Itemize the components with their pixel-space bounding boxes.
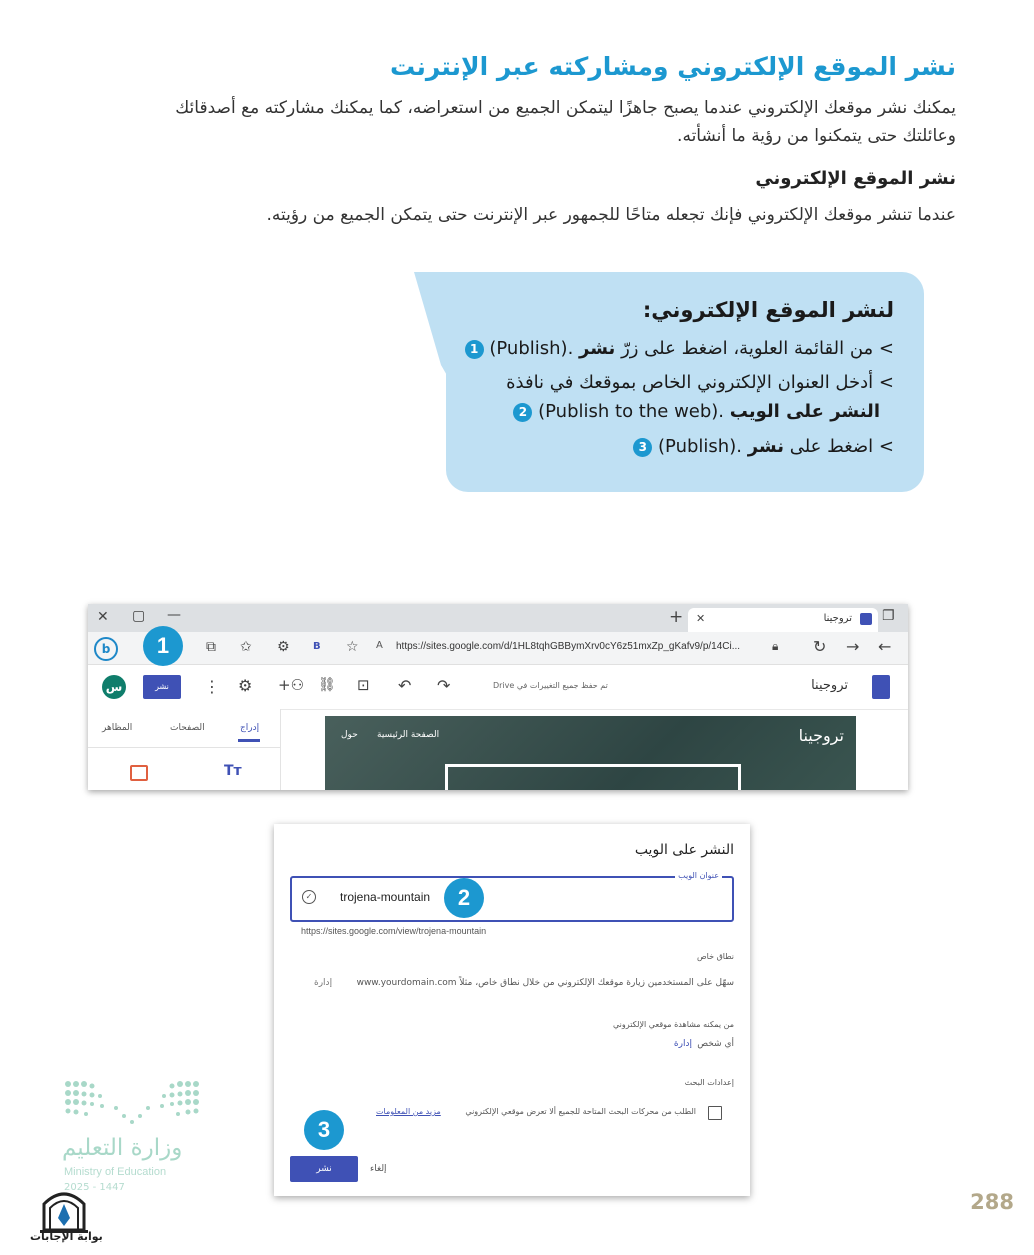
ministry-logo-dots — [62, 1078, 202, 1126]
tab-insert[interactable]: إدراج — [240, 723, 260, 733]
publish-to-web-dialog — [274, 824, 750, 1196]
custom-domain-text: سهّل على المستخدمين زيارة موقعك الإلكتروني من خلال نطاق خاص، مثلاً www.yourdomain.com — [356, 978, 734, 988]
portal-name: بوابة الإجابات — [30, 1230, 103, 1243]
section-heading: نشر الموقع الإلكتروني — [755, 168, 956, 189]
active-tab[interactable] — [688, 608, 878, 632]
learn-more-link[interactable]: مزيد من المعلومات — [376, 1107, 441, 1116]
search-settings-label: إعدادات البحث — [684, 1078, 734, 1087]
preview-icon[interactable]: ⊡ — [357, 676, 370, 694]
who-can-view-value: أي شخص — [697, 1039, 734, 1049]
step-2-bold: النشر على الويب — [729, 401, 880, 422]
check-circle-icon: ✓ — [302, 890, 316, 904]
collections-icon[interactable]: ⧉ — [206, 639, 216, 655]
sites-toolbar — [88, 665, 908, 710]
address-bar-row — [88, 632, 908, 665]
image-icon[interactable] — [130, 765, 148, 781]
dialog-title: النشر على الويب — [634, 842, 734, 858]
search-engine-checkbox[interactable] — [708, 1106, 722, 1120]
search-checkbox-text: الطلب من محركات البحث المتاحة للجميع ألا تعرض موقعي الإلكتروني — [465, 1107, 696, 1116]
step-1 — [459, 338, 894, 359]
site-name[interactable]: تروجينا — [811, 678, 848, 693]
page-title: نشر الموقع الإلكتروني ومشاركته عبر الإنترنت — [390, 52, 956, 81]
web-address-input[interactable]: trojena-mountain — [340, 890, 431, 904]
step-1-english: (Publish). — [489, 338, 574, 359]
step-3-english: (Publish). — [658, 436, 742, 457]
step-2-number-badge: 2 — [513, 403, 532, 422]
lock-icon: 🔒︎ — [772, 639, 779, 653]
link-icon[interactable]: ⛓ — [318, 677, 336, 693]
page-number: 288 — [970, 1190, 1014, 1214]
url-field[interactable]: https://sites.google.com/d/1HL8tqhGBBymXrv0cY6z51mxZp_gKafv9/p/14Ci... — [396, 641, 741, 652]
active-tab-indicator — [238, 739, 260, 742]
intro-paragraph-line1: يمكنك نشر موقعك الإلكتروني عندما يصبح جاهزًا ليتمكن الجميع من استعراضه، كما يمكنك مشاركته مع أصدقائك — [175, 98, 956, 118]
settings-icon[interactable]: ⚙ — [238, 676, 253, 695]
share-icon[interactable]: +⚇ — [278, 676, 305, 694]
browser-window — [88, 604, 908, 790]
minimize-icon[interactable]: — — [167, 607, 181, 623]
tab-pages[interactable]: الصفحات — [170, 723, 205, 733]
back-icon[interactable]: ← — [878, 637, 892, 656]
step-1-callout-bubble: 1 — [143, 626, 183, 666]
callout-heading: لنشر الموقع الإلكتروني: — [642, 298, 894, 322]
tab-themes[interactable]: المظاهر — [102, 723, 133, 733]
step-3-bold: نشر — [747, 436, 784, 457]
step-3-callout-bubble: 3 — [304, 1110, 344, 1150]
step-3-text: > اضغط على — [789, 436, 894, 457]
tab-actions-icon[interactable]: ❐ — [882, 608, 895, 624]
refresh-icon[interactable]: ↻ — [813, 637, 827, 656]
save-status: تم حفظ جميع التغييرات في Drive — [493, 681, 608, 690]
canvas-site-title[interactable]: تروجينا — [798, 726, 844, 745]
close-window-icon[interactable]: ✕ — [97, 609, 109, 625]
avatar[interactable]: س — [102, 675, 126, 699]
tab-bar — [88, 604, 908, 632]
web-address-label: عنوان الويب — [675, 871, 722, 880]
extensions-icon[interactable]: ⚙ — [277, 639, 290, 655]
step-2-line-1: > أدخل العنوان الإلكتروني الخاص بموقعك في نافذة — [506, 372, 894, 393]
web-address-field[interactable] — [290, 871, 734, 922]
new-tab-icon[interactable]: + — [669, 607, 684, 627]
header-frame — [445, 764, 741, 790]
ministry-name-english: Ministry of Education — [64, 1166, 167, 1178]
ministry-years: 2025 - 1447 — [64, 1182, 125, 1193]
forward-icon[interactable]: → — [846, 637, 860, 656]
step-2-callout-bubble: 2 — [444, 878, 484, 918]
extension-b-icon[interactable]: B — [313, 641, 321, 652]
editor-side-panel — [88, 709, 281, 790]
site-preview-canvas — [325, 716, 856, 790]
who-can-view-manage[interactable]: إدارة — [673, 1039, 692, 1049]
instructions-callout — [446, 272, 924, 492]
bing-icon[interactable]: b — [94, 637, 118, 661]
step-1-number-badge: 1 — [465, 340, 484, 359]
section-paragraph: عندما تنشر موقعك الإلكتروني فإنك تجعله متاحًا للجمهور عبر الإنترنت حتى يتمكن الجميع من رؤيته. — [266, 205, 956, 225]
undo-icon[interactable]: ↶ — [398, 676, 412, 695]
ministry-name-arabic: وزارة التعليم — [62, 1135, 183, 1161]
dialog-cancel-button[interactable]: إلغاء — [370, 1164, 387, 1174]
url-preview: https://sites.google.com/view/trojena-mountain — [301, 926, 487, 936]
nav-home[interactable]: الصفحة الرئيسية — [377, 730, 440, 740]
more-options-icon[interactable]: ⋮ — [204, 677, 220, 696]
step-1-text: > من القائمة العلوية، اضغط على زرّ — [621, 338, 894, 359]
step-1-bold: نشر — [579, 338, 616, 359]
sites-logo-icon — [872, 675, 890, 699]
step-2-line-2 — [507, 401, 880, 422]
favorites-icon[interactable]: ✩ — [240, 639, 252, 655]
panel-divider — [88, 747, 280, 748]
tab-close-icon[interactable]: ✕ — [696, 612, 706, 625]
dialog-publish-button[interactable]: نشر — [290, 1156, 358, 1182]
redo-icon[interactable]: ↷ — [437, 676, 451, 695]
tab-title: تروجينا — [823, 613, 852, 624]
add-favorite-icon[interactable]: ☆ — [346, 639, 359, 655]
custom-domain-manage[interactable]: إدارة — [314, 978, 333, 988]
intro-paragraph-line2: وعائلتك حتى يتمكنوا من رؤية ما أنشأته. — [677, 126, 956, 146]
step-3 — [627, 436, 894, 457]
publish-button[interactable]: نشر — [143, 675, 181, 699]
read-aloud-icon[interactable]: A — [376, 640, 383, 651]
maximize-icon[interactable]: ▢ — [132, 608, 146, 624]
custom-domain-label: نطاق خاص — [696, 952, 734, 961]
sites-favicon — [860, 613, 872, 625]
nav-about[interactable]: حول — [341, 730, 358, 740]
who-can-view-label: من يمكنه مشاهدة موقعي الإلكتروني — [613, 1020, 734, 1029]
step-3-number-badge: 3 — [633, 438, 652, 457]
text-box-icon[interactable]: Tт — [224, 763, 242, 779]
step-2-english: (Publish to the web). — [538, 401, 725, 422]
